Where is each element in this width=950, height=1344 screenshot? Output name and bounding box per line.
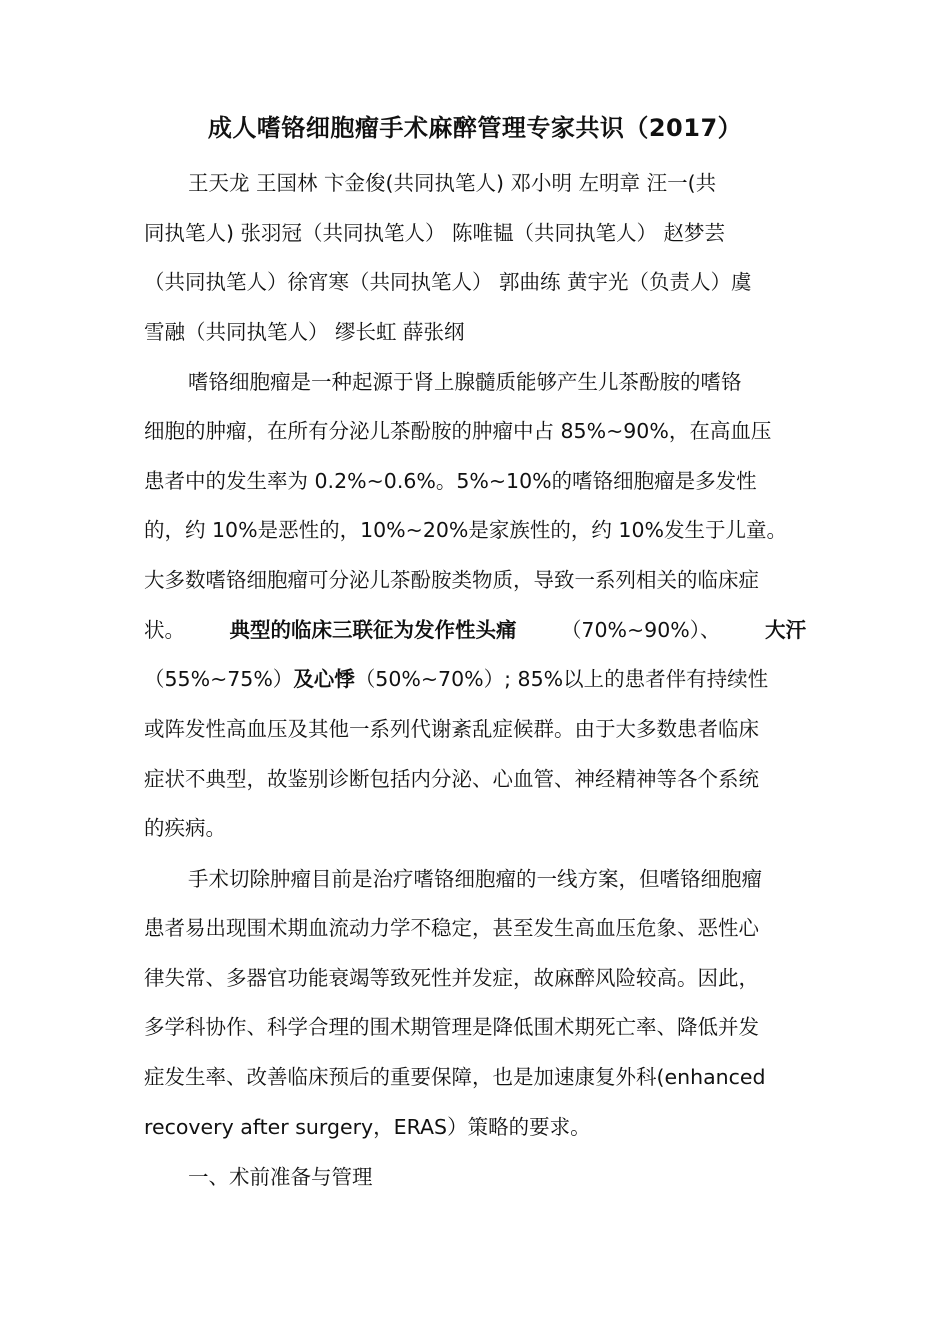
line6-text-1: 状。 <box>144 618 185 642</box>
paragraph1-line-1: 嗜铬细胞瘤是一种起源于肾上腺髓质能够产生儿茶酚胺的嗜铬 <box>188 370 742 394</box>
paragraph1-line-7 <box>144 662 806 696</box>
line7-text-2: （50%~70%）; 85%以上的患者伴有持续性 <box>354 667 769 691</box>
paragraph1-line-10: 的疾病。 <box>144 816 226 840</box>
section-heading-preop: 一、术前准备与管理 <box>188 1165 373 1189</box>
paragraph2-line-5: 症发生率、改善临床预后的重要保障，也是加速康复外科(enhanced <box>144 1065 766 1089</box>
line6-text-2: （70%~90%）、 <box>560 618 721 642</box>
paragraph1-line-2: 细胞的肿瘤，在所有分泌儿茶酚胺的肿瘤中占 85%~90%，在高血压 <box>144 419 772 443</box>
paragraph1-line-9: 症状不典型，故鉴别诊断包括内分泌、心血管、神经精神等各个系统 <box>144 767 759 791</box>
authors-line-4: 雪融（共同执笔人） 缪长虹 薛张纲 <box>144 320 465 344</box>
paragraph1-line-6 <box>144 613 806 647</box>
paragraph1-line-8: 或阵发性高血压及其他一系列代谢紊乱症候群。由于大多数患者临床 <box>144 717 759 741</box>
authors-line-3: （共同执笔人）徐宵寒（共同执笔人） 郭曲练 黄宇光（负责人）虞 <box>144 270 752 294</box>
line7-bold-palpitation: 及心悸 <box>293 667 355 691</box>
document-title: 成人嗜铬细胞瘤手术麻醉管理专家共识（2017） <box>207 114 743 142</box>
paragraph2-line-4: 多学科协作、科学合理的围术期管理是降低围术期死亡率、降低并发 <box>144 1015 759 1039</box>
paragraph2-line-6: recovery after surgery，ERAS）策略的要求。 <box>144 1115 591 1139</box>
paragraph1-line-4: 的，约 10%是恶性的，10%~20%是家族性的，约 10%发生于儿童。 <box>144 518 787 542</box>
authors-line-2: 同执笔人) 张羽冠（共同执笔人） 陈唯韫（共同执笔人） 赵梦芸 <box>144 221 726 245</box>
paragraph2-line-3: 律失常、多器官功能衰竭等致死性并发症，故麻醉风险较高。因此， <box>144 966 759 990</box>
paragraph2-line-2: 患者易出现围术期血流动力学不稳定，甚至发生高血压危象、恶性心 <box>144 916 759 940</box>
line7-text-1: （55%~75%） <box>144 667 294 691</box>
line6-bold-triad: 典型的临床三联征为发作性头痛 <box>229 618 517 642</box>
paragraph1-line-3: 患者中的发生率为 0.2%~0.6%。5%~10%的嗜铬细胞瘤是多发性 <box>144 469 757 493</box>
paragraph2-line-1: 手术切除肿瘤目前是治疗嗜铬细胞瘤的一线方案，但嗜铬细胞瘤 <box>188 867 762 891</box>
paragraph1-line-5: 大多数嗜铬细胞瘤可分泌儿茶酚胺类物质，导致一系列相关的临床症 <box>144 568 759 592</box>
line6-bold-sweating: 大汗 <box>764 618 806 642</box>
authors-line-1: 王天龙 王国林 卞金俊(共同执笔人) 邓小明 左明章 汪一(共 <box>188 171 717 195</box>
